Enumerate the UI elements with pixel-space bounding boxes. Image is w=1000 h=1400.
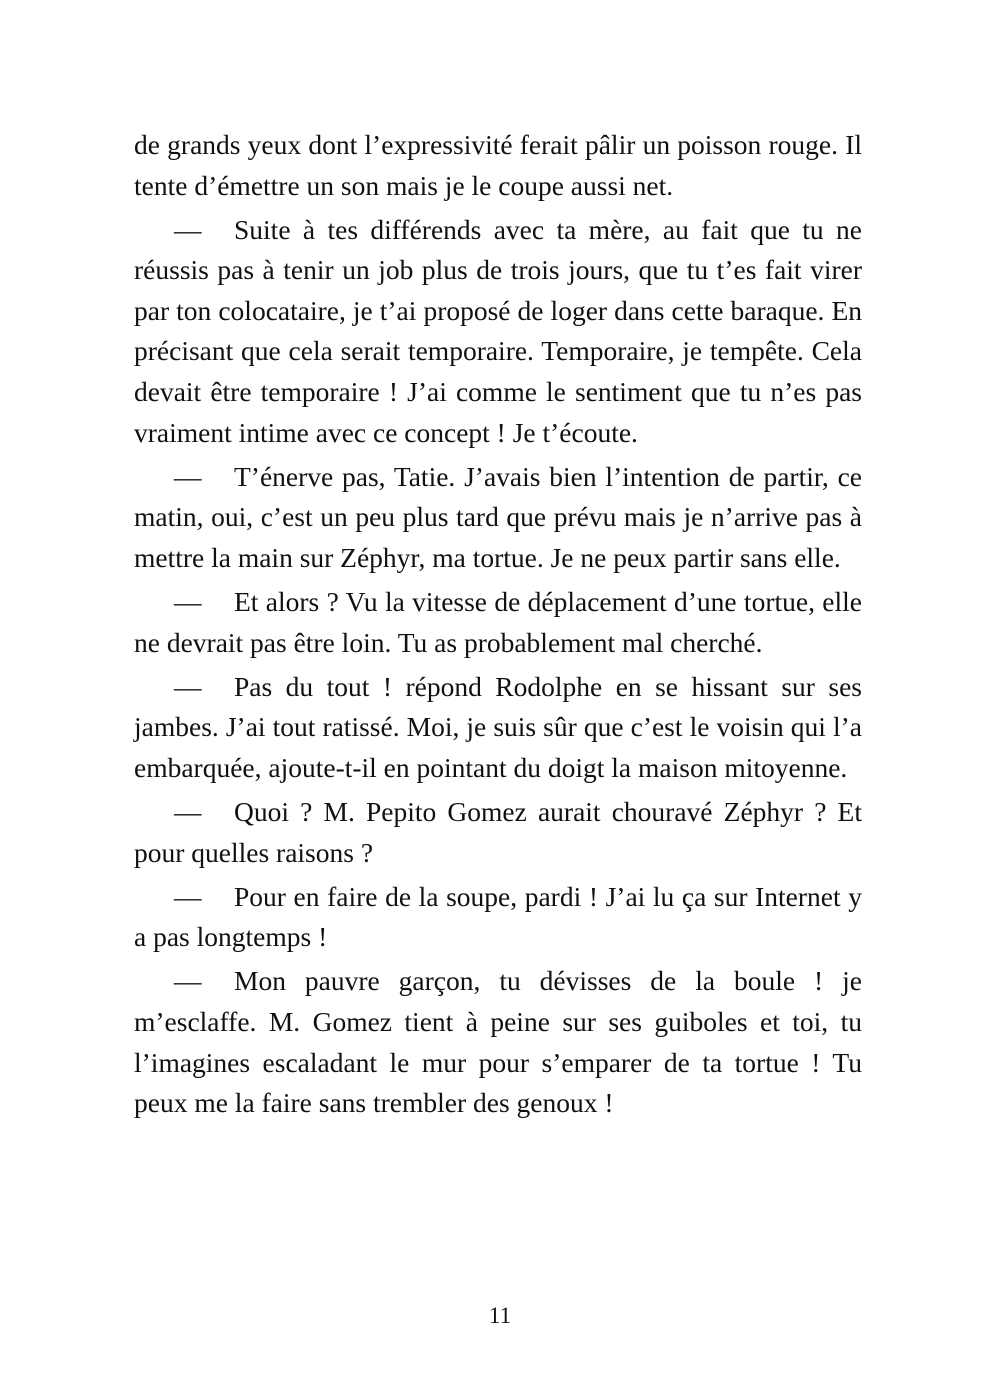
paragraph-text: T’énerve pas, Tatie. J’avais bien l’intention de partir, ce matin, oui, c’est un peu plus tard que prévu mais je n’arrive pas à mettre la main sur Zéphyr, ma tortue. Je ne peux partir sans elle.	[134, 460, 862, 573]
dialogue-paragraph	[134, 877, 862, 958]
dialogue-dash: —	[174, 965, 202, 997]
dialogue-dash: —	[174, 586, 202, 618]
paragraph-text: de grands yeux dont l’expressivité ferait pâlir un poisson rouge. Il tente d’émettre un son mais je le coupe aussi net.	[134, 129, 862, 201]
dialogue-paragraph	[134, 667, 862, 789]
paragraph-text: Et alors ? Vu la vitesse de déplacement d’une tortue, elle ne devrait pas être loin. Tu as probablement mal cherché.	[134, 586, 862, 658]
dialogue-paragraph	[134, 582, 862, 663]
dialogue-paragraph	[134, 792, 862, 873]
paragraph-text: Pas du tout ! répond Rodolphe en se hissant sur ses jambes. J’ai tout ratissé. Moi, je suis sûr que c’est le voisin qui l’a embarquée, ajoute-t-il en pointant du doigt la maison mitoyenne.	[134, 670, 862, 783]
paragraph-text: Quoi ? M. Pepito Gomez aurait chouravé Zéphyr ? Et pour quelles raisons ?	[134, 796, 862, 868]
dialogue-dash: —	[174, 670, 202, 702]
paragraph-text: Pour en faire de la soupe, pardi ! J’ai lu ça sur Internet y a pas longtemps !	[134, 880, 862, 953]
dialogue-dash: —	[174, 460, 202, 492]
dialogue-dash: —	[174, 880, 202, 912]
dialogue-dash: —	[174, 796, 202, 827]
dialogue-paragraph	[134, 961, 862, 1123]
dialogue-paragraph	[134, 210, 862, 454]
dialogue-dash: —	[174, 213, 202, 245]
paragraph-text: Suite à tes différends avec ta mère, au fait que tu ne réussis pas à tenir un job plus de trois jours, que tu t’es fait virer par ton colocataire, je t’ai proposé de loger dans cette baraque. En précisant que cela serait temporaire. Temporaire, je tempête. Cela devait être temporaire ! J’ai comme le sentiment que tu n’es pas vraiment intime avec ce concept ! Je t’écoute.	[134, 213, 862, 448]
dialogue-paragraph	[134, 457, 862, 579]
paragraph-continuation	[134, 125, 862, 206]
body-text	[134, 125, 862, 1127]
paragraph-text: Mon pauvre garçon, tu dévisses de la boule ! je m’esclaffe. M. Gomez tient à peine sur ses guiboles et toi, tu l’imagines escaladant le mur pour s’emparer de ta tortue ! Tu peux me la faire sans trembler des genoux !	[134, 965, 862, 1119]
page-number: 11	[488, 1303, 512, 1328]
